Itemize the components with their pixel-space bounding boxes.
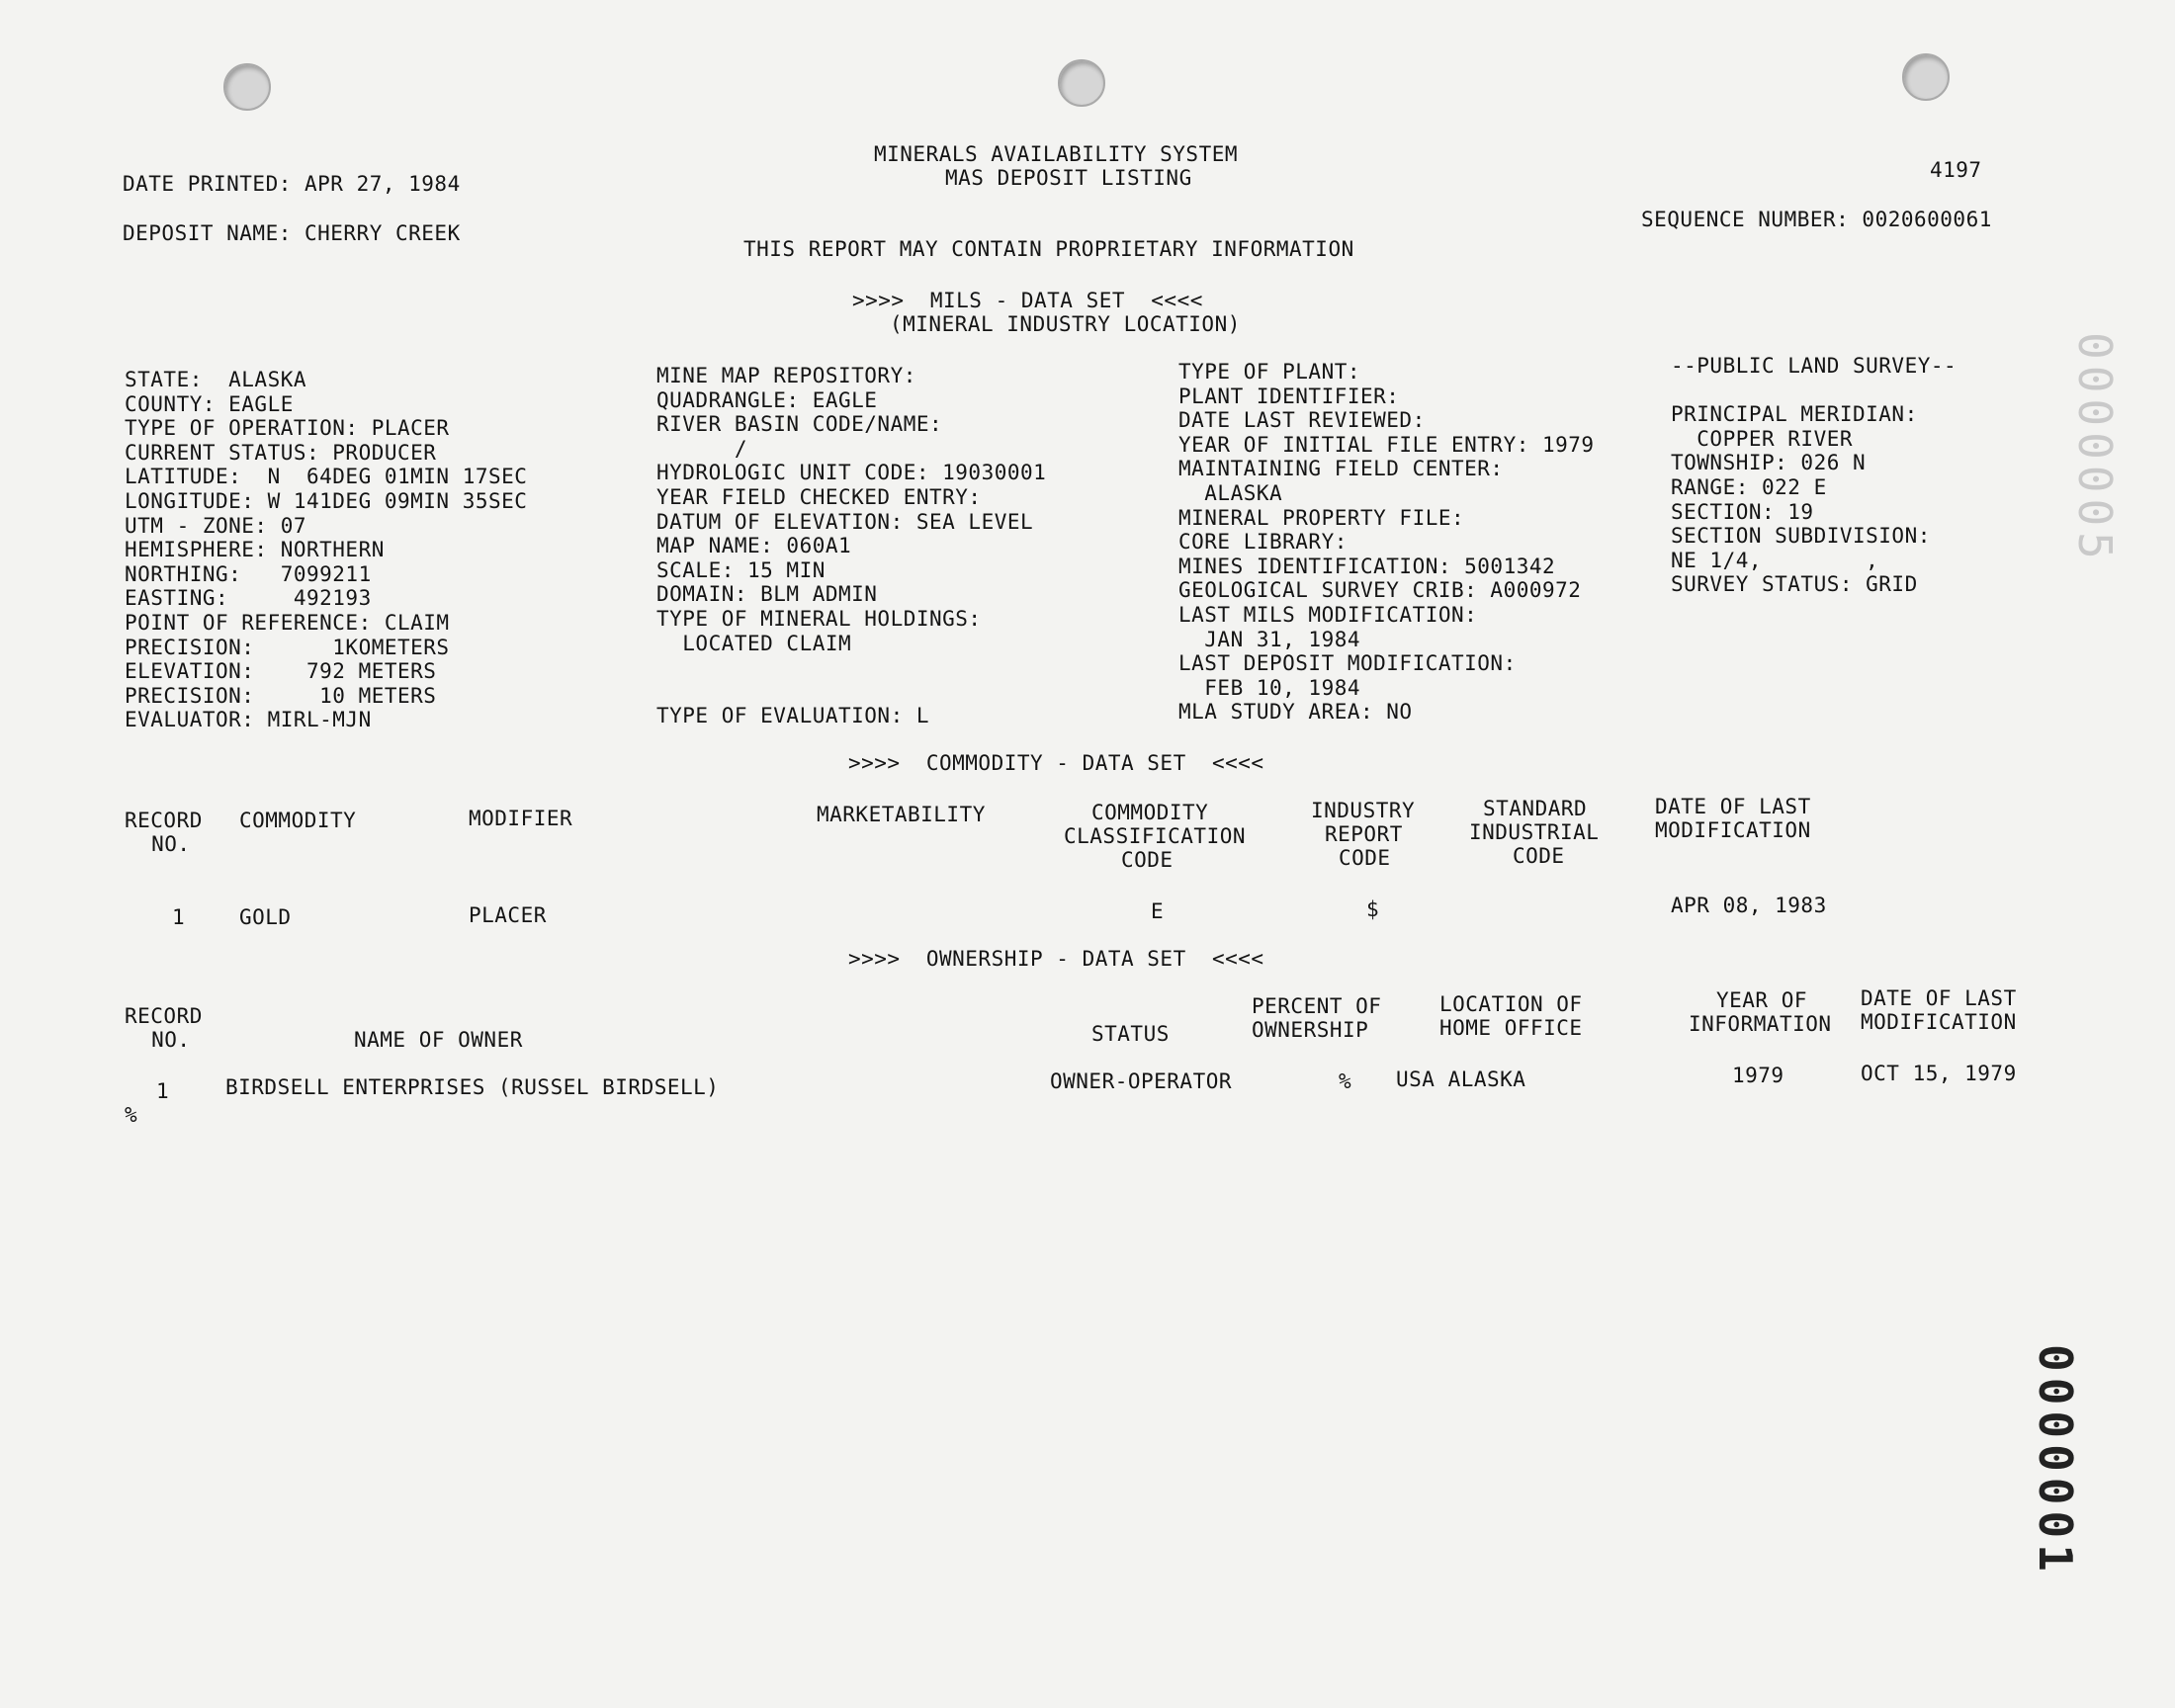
mils-field-line: COPPER RIVER bbox=[1671, 426, 1854, 451]
mils-field-line: YEAR FIELD CHECKED ENTRY: bbox=[656, 484, 982, 509]
mils-field-line: COUNTY: EAGLE bbox=[125, 391, 294, 416]
commodity-header-commodity: COMMODITY bbox=[239, 809, 357, 832]
ownership-header-location-2: HOME OFFICE bbox=[1439, 1016, 1583, 1040]
public-land-survey bbox=[1671, 354, 1957, 597]
commodity-heading: >>>> COMMODITY - DATA SET <<<< bbox=[848, 751, 1264, 775]
listing-title: MAS DEPOSIT LISTING bbox=[945, 166, 1192, 190]
punch-hole-left bbox=[223, 63, 271, 111]
mils-field-line: LAST MILS MODIFICATION: bbox=[1178, 602, 1478, 627]
mils-field-line: TYPE OF EVALUATION: L bbox=[656, 704, 930, 728]
mils-field-line bbox=[656, 680, 1046, 705]
mils-field-line: MINE MAP REPOSITORY: bbox=[656, 364, 916, 387]
ownership-header-year-2: INFORMATION bbox=[1689, 1012, 1832, 1036]
ownership-heading: >>>> OWNERSHIP - DATA SET <<<< bbox=[848, 947, 1264, 971]
mils-field-line: TOWNSHIP: 026 N bbox=[1671, 451, 1867, 475]
commodity-header-no: NO. bbox=[138, 832, 191, 856]
mils-field-line: DATUM OF ELEVATION: SEA LEVEL bbox=[656, 509, 1034, 534]
ownership-percent: % bbox=[1339, 1069, 1352, 1093]
ownership-date: OCT 15, 1979 bbox=[1861, 1062, 2017, 1085]
mils-field-line: CORE LIBRARY: bbox=[1178, 530, 1348, 555]
ownership-status: OWNER-OPERATOR bbox=[1050, 1069, 1233, 1093]
mils-field-line: PRINCIPAL MERIDIAN: bbox=[1671, 402, 1918, 427]
ownership-header-record: RECORD bbox=[125, 1004, 203, 1028]
mils-field-line: / bbox=[656, 436, 748, 461]
mils-field-line: MINES IDENTIFICATION: 5001342 bbox=[1178, 554, 1556, 578]
mils-column-location bbox=[125, 368, 527, 732]
mils-field-line: FEB 10, 1984 bbox=[1178, 675, 1361, 700]
ownership-owner-name: BIRDSELL ENTERPRISES (RUSSEL BIRDSELL) bbox=[225, 1075, 720, 1099]
commodity-class-code: E bbox=[1151, 899, 1165, 923]
ownership-header-location-1: LOCATION OF bbox=[1439, 992, 1583, 1016]
commodity-modifier: PLACER bbox=[469, 903, 547, 927]
mils-field-line: RANGE: 022 E bbox=[1671, 474, 1827, 499]
commodity-header-modifier: MODIFIER bbox=[469, 807, 573, 830]
mils-field-line: CURRENT STATUS: PRODUCER bbox=[125, 440, 437, 465]
mils-column-map bbox=[656, 364, 1046, 728]
mils-field-line: ALASKA bbox=[1178, 480, 1283, 505]
system-title: MINERALS AVAILABILITY SYSTEM bbox=[874, 142, 1239, 166]
ownership-header-name: NAME OF OWNER bbox=[354, 1028, 523, 1052]
commodity-header-date-1: DATE OF LAST bbox=[1655, 795, 1811, 818]
deposit-name: DEPOSIT NAME: CHERRY CREEK bbox=[123, 221, 461, 245]
commodity-header-industry-3: CODE bbox=[1339, 846, 1391, 870]
commodity-header-class-3: CODE bbox=[1121, 848, 1174, 872]
mils-field-line: TYPE OF MINERAL HOLDINGS: bbox=[656, 606, 982, 631]
mils-field-line: LAST DEPOSIT MODIFICATION: bbox=[1178, 651, 1517, 676]
mils-field-line: SCALE: 15 MIN bbox=[656, 557, 826, 582]
mils-field-line: ELEVATION: 792 METERS bbox=[125, 659, 437, 684]
mils-field-line: MINERAL PROPERTY FILE: bbox=[1178, 505, 1465, 530]
commodity-header-industry-1: INDUSTRY bbox=[1311, 799, 1416, 822]
commodity-header-sic-3: CODE bbox=[1513, 844, 1565, 868]
mils-heading: >>>> MILS - DATA SET <<<< bbox=[852, 289, 1203, 312]
mils-field-line: MAINTAINING FIELD CENTER: bbox=[1178, 457, 1504, 481]
page-number: 4197 bbox=[1930, 158, 1982, 182]
commodity-header-marketability: MARKETABILITY bbox=[817, 803, 986, 826]
ownership-location: USA ALASKA bbox=[1396, 1068, 1526, 1091]
mils-field-line: POINT OF REFERENCE: CLAIM bbox=[125, 610, 450, 635]
ownership-header-date-2: MODIFICATION bbox=[1861, 1010, 2017, 1034]
mils-field-line: NORTHING: 7099211 bbox=[125, 561, 372, 586]
mils-field-line bbox=[1671, 379, 1957, 403]
mils-field-line: LOCATED CLAIM bbox=[656, 631, 852, 655]
ownership-header-percent-2: OWNERSHIP bbox=[1252, 1018, 1369, 1042]
ownership-header-year-1: YEAR OF bbox=[1716, 988, 1808, 1012]
mils-field-line bbox=[656, 655, 1046, 680]
mils-field-line: EVALUATOR: MIRL-MJN bbox=[125, 708, 372, 732]
mils-field-line: EASTING: 492193 bbox=[125, 586, 372, 611]
ownership-year: 1979 bbox=[1732, 1064, 1784, 1087]
mils-column-admin bbox=[1178, 360, 1595, 725]
mils-field-line: UTM - ZONE: 07 bbox=[125, 513, 307, 538]
mils-field-line: SECTION: 19 bbox=[1671, 499, 1814, 524]
mils-field-line: DATE LAST REVIEWED: bbox=[1178, 408, 1426, 433]
commodity-name: GOLD bbox=[239, 905, 292, 929]
punch-hole-right bbox=[1902, 53, 1950, 101]
punch-hole-center bbox=[1058, 59, 1105, 107]
mils-field-line: SECTION SUBDIVISION: bbox=[1671, 524, 1931, 549]
commodity-header-date-2: MODIFICATION bbox=[1655, 818, 1811, 842]
mils-field-line: TYPE OF PLANT: bbox=[1178, 360, 1361, 384]
mils-field-line: RIVER BASIN CODE/NAME: bbox=[656, 412, 943, 437]
mils-field-line: JAN 31, 1984 bbox=[1178, 627, 1361, 651]
commodity-header-class-2: CLASSIFICATION bbox=[1064, 824, 1247, 848]
commodity-header-sic-2: INDUSTRIAL bbox=[1469, 820, 1600, 844]
mils-field-line: SURVEY STATUS: GRID bbox=[1671, 572, 1918, 597]
mils-field-line: QUADRANGLE: EAGLE bbox=[656, 387, 878, 412]
mils-field-line: LONGITUDE: W 141DEG 09MIN 35SEC bbox=[125, 488, 528, 513]
commodity-header-sic-1: STANDARD bbox=[1483, 797, 1588, 820]
mils-field-line: GEOLOGICAL SURVEY CRIB: A000972 bbox=[1178, 578, 1582, 603]
mils-field-line: HEMISPHERE: NORTHERN bbox=[125, 538, 385, 562]
mils-field-line: STATE: ALASKA bbox=[125, 368, 307, 391]
mils-field-line: NE 1/4, , bbox=[1671, 548, 1879, 572]
commodity-industry-code: $ bbox=[1366, 897, 1380, 921]
commodity-date: APR 08, 1983 bbox=[1671, 894, 1827, 917]
ownership-header-date-1: DATE OF LAST bbox=[1861, 986, 2017, 1010]
mils-field-line: PLANT IDENTIFIER: bbox=[1178, 384, 1400, 408]
mils-field-line: TYPE OF OPERATION: PLACER bbox=[125, 416, 450, 441]
mils-field-line: PRECISION: 1KOMETERS bbox=[125, 635, 450, 659]
stamp-number-bottom: 0000001 bbox=[2029, 1344, 2082, 1578]
mils-field-line: HYDROLOGIC UNIT CODE: 19030001 bbox=[656, 461, 1047, 485]
sequence-number: SEQUENCE NUMBER: 0020600061 bbox=[1641, 208, 1992, 231]
mils-field-line: MAP NAME: 060A1 bbox=[656, 534, 852, 558]
mils-field-line: --PUBLIC LAND SURVEY-- bbox=[1671, 354, 1958, 378]
mils-field-line: PRECISION: 10 METERS bbox=[125, 683, 437, 708]
commodity-header-industry-2: REPORT bbox=[1325, 822, 1403, 846]
trailing-percent-mark: % bbox=[125, 1103, 138, 1127]
mils-field-line: MLA STUDY AREA: NO bbox=[1178, 700, 1413, 725]
mils-field-line: LATITUDE: N 64DEG 01MIN 17SEC bbox=[125, 465, 528, 489]
commodity-header-class-1: COMMODITY bbox=[1091, 801, 1209, 824]
proprietary-notice: THIS REPORT MAY CONTAIN PROPRIETARY INFORMATION bbox=[743, 237, 1354, 261]
stamp-number-top: 0000005 bbox=[2068, 332, 2122, 565]
ownership-header-no: NO. bbox=[138, 1028, 191, 1052]
ownership-record-no: 1 bbox=[156, 1079, 170, 1103]
mils-field-line: YEAR OF INITIAL FILE ENTRY: 1979 bbox=[1178, 432, 1595, 457]
commodity-record-no: 1 bbox=[172, 905, 186, 929]
ownership-header-status: STATUS bbox=[1091, 1022, 1170, 1046]
ownership-header-percent-1: PERCENT OF bbox=[1252, 994, 1382, 1018]
mils-field-line: DOMAIN: BLM ADMIN bbox=[656, 582, 878, 607]
date-printed: DATE PRINTED: APR 27, 1984 bbox=[123, 172, 461, 196]
mils-subheading: (MINERAL INDUSTRY LOCATION) bbox=[890, 312, 1241, 336]
commodity-header-record: RECORD bbox=[125, 809, 203, 832]
